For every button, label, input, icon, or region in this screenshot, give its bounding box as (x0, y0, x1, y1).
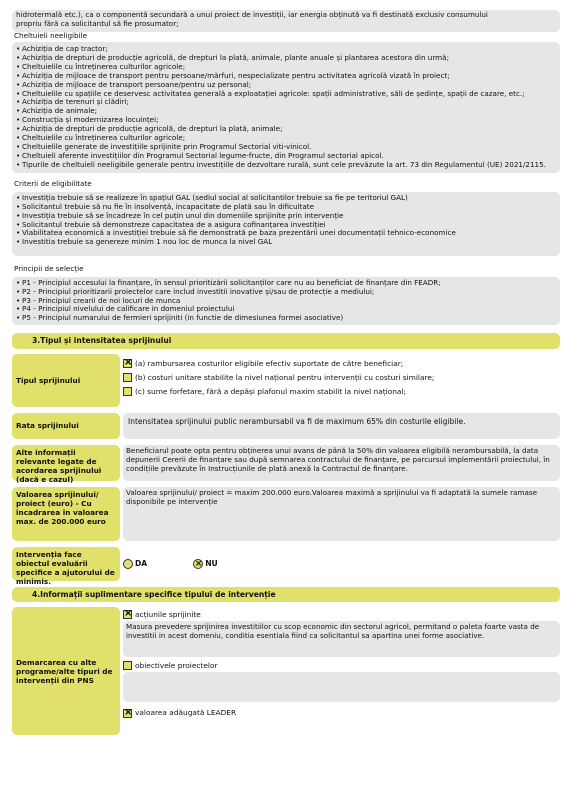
list-item: • Solicitantul trebuie să nu fie în insolvență, incapacitate de plată sau în dificultate (16, 203, 556, 212)
list-item: • P3 - Principiul crearii de noi locuri de munca (16, 297, 556, 306)
list-item: • Achiziția de mijloace de transport pentru persoane/mărfuri, nespecializate pentru activitatea agricolă vizată în proiect; (16, 72, 556, 81)
list-item: • Tipurile de cheltuieli neeligibile generale pentru investițiile de dezvoltare rurală, sunt cele prevăzute la art. 73 din Regulamentul (UE) 2021/2115. (16, 161, 556, 170)
support-option-c-text: (c) sume forfetare, fără a depăși plafonul maxim stabilit la nivel național; (135, 387, 406, 397)
selection-box (12, 277, 560, 326)
rate-label: Rata sprijinului (12, 413, 120, 439)
support-option-c[interactable] (123, 387, 560, 396)
section-4-header (12, 587, 560, 602)
list-item: • Achiziția de animale; (16, 107, 556, 116)
list-item: • P4 - Principiul nivelului de calificare in domeniul proiectului (16, 305, 556, 314)
list-item: • Cheltuieli aferente investițiilor din Programul Sectorial legume-fructe, din Programul sectorial apicol. (16, 152, 556, 161)
list-item: • Achiziția de drepturi de producție agricolă, de drepturi la plată, animale; (16, 125, 556, 134)
selection-title: Principii de selecție (14, 263, 84, 273)
checkbox-empty-icon[interactable] (123, 373, 132, 382)
list-item: • Cheltuielile generate de investițiile sprijinite prin Programul Sectorial viti-vinicol. (16, 143, 556, 152)
section-3-title: 3.Tipul și intensitatea sprijinului (32, 336, 172, 346)
list-item: • Viabilitatea economică a investiției trebuie să fie demonstrată pe baza prezentării unei documentații tehnico-economice (16, 229, 556, 238)
intro-line-1: hidrotermală etc.), ca o componentă secundară a unui proiect de investiții, iar energia obținută va fi destinată exclusiv consumului (16, 10, 488, 19)
checkbox-checked-icon[interactable] (123, 359, 132, 368)
support-option-b-text: (b) costuri unitare stabilite la nivel național pentru intervenții cu costuri similare; (135, 372, 435, 382)
demarcation-label: Demarcarea cu alte programe/alte tipuri de intervenții din PNS (12, 607, 120, 735)
minimis-nu-text: NU (205, 558, 218, 568)
other-info-row (12, 445, 560, 484)
ineligible-list (16, 45, 556, 170)
rate-text: Intensitatea sprijinului public nerambursabil va fi de maximum 65% din costurile eligibile. (128, 416, 466, 426)
value-text: Valoarea sprijinului/ proiect = maxim 200.000 euro.Valoarea maximă a sprijinului va fi adaptată la sumele ramase disponibile pe intervenție (126, 487, 538, 506)
support-option-a[interactable] (123, 359, 560, 368)
list-item: • P1 - Principiul accesului la finanțare, în sensul prioritizării solicitanților care nu au beneficiat de finanțare din FEADR; (16, 279, 556, 288)
minimis-da-option[interactable] (123, 559, 147, 569)
demarcation-actions-text: Masura prevedere sprijinirea investitiilor cu scop economic din sectorul agricol, permitand o paleta foarte vasta de investitii in acest domeniu, conditia esentiala fiind ca solicitantul sa apartina unei forme asociative. (126, 622, 540, 641)
minimis-row (12, 547, 560, 586)
list-item: • Investiția trebuie să se realizeze în spațiul GAL (sediul social al solicitantilor trebuie sa fie pe teritoriul GAL) (16, 194, 556, 203)
list-item: • Investitia trebuie sa genereze minim 1 nou loc de munca la nivel GAL (16, 238, 556, 247)
section-3-header (12, 333, 560, 348)
value-box (123, 487, 560, 541)
list-item: • P2 - Principiul prioritizarii proiectelor care includ investitii inovative și/sau de protecție a mediului; (16, 288, 556, 297)
demarcation-item-objectives[interactable] (123, 661, 560, 670)
document-page (12, 10, 560, 735)
support-option-b[interactable] (123, 373, 560, 382)
checkbox-checked-icon[interactable] (123, 610, 132, 619)
support-option-a-text: (a) rambursarea costurilor eligibile efectiv suportate de către beneficiar; (135, 358, 404, 368)
demarcation-row (12, 607, 560, 735)
list-item: • Cheltuielile cu spațiile ce deservesc activitatea generală a exploatației agricole: spații administrative, săli de ședințe, spații de cazare, etc.; (16, 90, 556, 99)
selection-list (16, 279, 556, 324)
eligibility-title: Criterii de eligibilitate (14, 178, 92, 188)
value-label: Valoarea sprijinului/ proiect (euro) - Cu încadrarea în valoarea max. de 200.000 euro (12, 487, 120, 541)
minimis-nu-option[interactable] (193, 559, 218, 569)
list-item: • Achiziția de drepturi de producție agricolă, de drepturi la plată, animale, plante anuale și plantarea acestora din urmă; (16, 54, 556, 63)
demarcation-item-actions[interactable] (123, 610, 560, 619)
demarcation-objectives-text-box (123, 672, 560, 702)
minimis-options (123, 547, 560, 581)
support-type-row (12, 354, 560, 407)
ineligible-box (12, 42, 560, 173)
ineligible-title: Cheltuieli neeligibile (14, 31, 87, 40)
list-item: • Achiziția de terenuri și clădiri; (16, 98, 556, 107)
support-type-label: Tipul sprijinului (12, 354, 120, 407)
minimis-da-text: DA (135, 558, 148, 568)
radio-checked-icon[interactable] (193, 559, 203, 569)
checkbox-checked-icon[interactable] (123, 709, 132, 718)
support-type-options (123, 354, 560, 407)
rate-value (123, 413, 560, 439)
demarcation-actions-text-box (123, 621, 560, 657)
other-info-text: Beneficiarul poate opta pentru obținerea unui avans de până la 50% din valoarea eligibilă nerambursabilă, la data depunerii Cererii de finanțare sau după semnarea contractului de finanțare, pe parcursul implementării proiectului, în condițiile prevăzute în Instrucțiunile de plată anexă la Contractul de finanțare. (126, 445, 550, 473)
list-item: • Investiția trebuie să se încadreze în cel puțin unul din domeniile sprijinite prin intervenție (16, 212, 556, 221)
list-item: • Cheltuielile cu întreținerea culturilor agricole; (16, 63, 556, 72)
eligibility-list (16, 194, 556, 248)
eligibility-box (12, 192, 560, 256)
rate-row (12, 413, 560, 439)
radio-empty-icon[interactable] (123, 559, 133, 569)
checkbox-empty-icon[interactable] (123, 661, 132, 670)
other-info-label: Alte informații relevante legate de acordarea sprijinului (dacă e cazul) (12, 445, 120, 481)
section-4-title: 4.Informații suplimentare specifice tipului de intervenție (32, 589, 276, 599)
intro-box (12, 10, 560, 32)
demarcation-objectives-label: obiectivele proiectelor (135, 661, 218, 671)
list-item: • Achiziția de mijloace de transport persoane/pentru uz personal; (16, 81, 556, 90)
demarcation-leader-label: valoarea adăugată LEADER (135, 708, 237, 718)
list-item: • Cheltuielile cu întreținerea culturilor agricole; (16, 134, 556, 143)
demarcation-item-leader[interactable] (123, 708, 560, 717)
value-row (12, 487, 560, 541)
demarcation-content (123, 607, 560, 735)
list-item: • Achiziția de cap tractor; (16, 45, 556, 54)
list-item: • P5 - Principiul numarului de fermieri sprijiniti (in functie de dimesiunea formei asociative) (16, 314, 556, 323)
intro-line-2: propriu fără ca solicitantul să fie prosumator; (16, 18, 179, 28)
list-item: • Construcția și modernizarea locuinței; (16, 116, 556, 125)
demarcation-actions-label: acțiunile sprijinite (135, 610, 201, 620)
other-info-value (123, 445, 560, 481)
list-item: • Solicitantul trebuie să demonstreze capacitatea de a asigura cofinanțarea investiției (16, 221, 556, 230)
minimis-label: Intervenția face obiectul evaluării specifice a ajutorului de minimis. (12, 547, 120, 581)
checkbox-empty-icon[interactable] (123, 387, 132, 396)
